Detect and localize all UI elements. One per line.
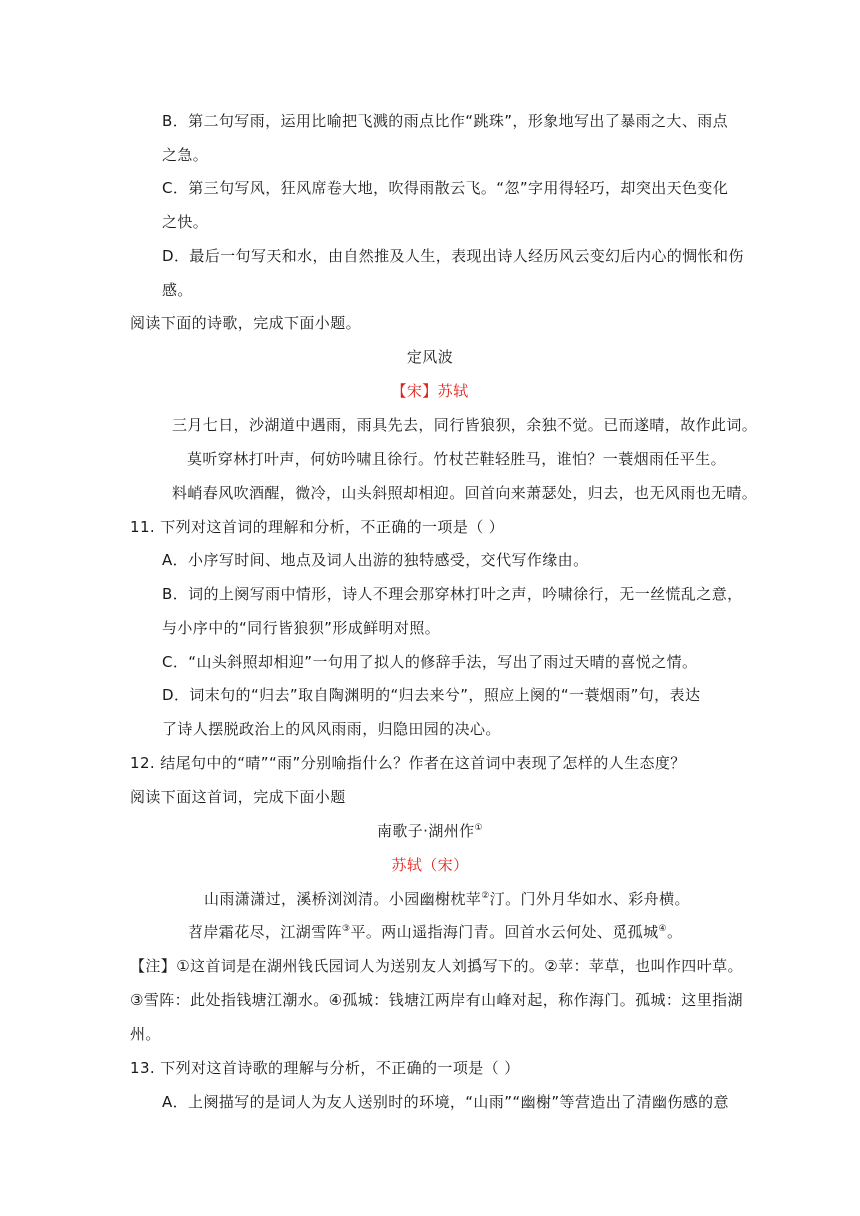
poem2-title-text: 南歌子·湖州作 bbox=[376, 822, 475, 840]
option-b-line-2: 之急。 bbox=[162, 146, 209, 164]
poem2-stanza-2 bbox=[188, 922, 682, 942]
poem2-stanza-1-part-a: 山雨潇潇过，溪桥浏浏清。小园幽榭枕苹 bbox=[204, 890, 482, 908]
poem-preface: 三月七日，沙湖道中遇雨，雨具先去，同行皆狼狈，余独不觉。已而遂晴，故作此词。 bbox=[172, 416, 758, 434]
reading-instruction: 阅读下面的诗歌，完成下面小题。 bbox=[130, 314, 362, 332]
poem2-stanza-1-part-b: 汀。门外月华如水、彩舟横。 bbox=[489, 890, 690, 908]
q11-option-c: C．“山头斜照却相迎”一句用了拟人的修辞手法，写出了雨过天晴的喜悦之情。 bbox=[162, 653, 698, 671]
poem2-author: 苏轼（宋） bbox=[391, 856, 469, 874]
note-mark-4: ④ bbox=[658, 924, 667, 934]
option-d-line-2: 感。 bbox=[162, 281, 193, 299]
question-12: 12. 结尾句中的“晴”“雨”分别喻指什么？作者在这首词中表现了怎样的人生态度？ bbox=[130, 754, 686, 772]
note-mark-3: ③ bbox=[342, 924, 351, 934]
poem-title: 定风波 bbox=[406, 348, 454, 366]
poem2-stanza-1 bbox=[204, 889, 690, 909]
q11-option-d-line-2: 了诗人摆脱政治上的风风雨雨，归隐田园的决心。 bbox=[162, 720, 501, 738]
poem2-title bbox=[0, 821, 860, 841]
q11-option-d-line-1: D．词末句的“归去”取自陶渊明的“归去来兮”，照应上阕的“一蓑烟雨”句，表达 bbox=[162, 686, 701, 704]
annotation-line-2: ③雪阵：此处指钱塘江潮水。④孤城：钱塘江两岸有山峰对起，称作海门。孤城：这里指湖 bbox=[130, 991, 743, 1009]
annotation-line-3: 州。 bbox=[130, 1025, 161, 1043]
poem-stanza-2: 料峭春风吹酒醒，微冷，山头斜照却相迎。回首向来萧瑟处，归去，也无风雨也无晴。 bbox=[172, 484, 758, 502]
poem2-title-note-mark: ① bbox=[474, 823, 484, 833]
question-13: 13. 下列对这首诗歌的理解与分析，不正确的一项是（ ） bbox=[130, 1059, 520, 1077]
poem-author: 【宋】苏轼 bbox=[391, 382, 469, 400]
note-mark-2: ② bbox=[481, 891, 490, 901]
annotation-line-1: 【注】①这首词是在湖州钱氏园词人为送别友人刘撝写下的。②苹：苹草，也叫作四叶草。 bbox=[130, 957, 743, 975]
q11-option-b-line-2: 与小序中的“同行皆狼狈”形成鲜明对照。 bbox=[162, 619, 441, 637]
option-c-line-1: C．第三句写风，狂风席卷大地，吹得雨散云飞。“忽”字用得轻巧，却突出天色变化 bbox=[162, 179, 729, 197]
q11-option-b-line-1: B．词的上阕写雨中情形，诗人不理会那穿林打叶之声，吟啸徐行，无一丝慌乱之意， bbox=[162, 585, 743, 603]
q13-option-a-line-1: A．上阕描写的是词人为友人送别时的环境，“山雨”“幽榭”等营造出了清幽伤感的意 bbox=[162, 1093, 729, 1111]
reading-instruction-2: 阅读下面这首词，完成下面小题 bbox=[130, 788, 346, 806]
option-c-line-2: 之快。 bbox=[162, 213, 209, 231]
poem2-stanza-2-part-a: 苕岸霜花尽，江湖雪阵 bbox=[188, 923, 343, 941]
poem2-stanza-2-part-c: 。 bbox=[666, 923, 683, 941]
question-11: 11. 下列对这首词的理解和分析，不正确的一项是（ ） bbox=[130, 518, 505, 536]
option-d-line-1: D．最后一句写天和水，由自然推及人生，表现出诗人经历风云变幻后内心的惆怅和伤 bbox=[162, 247, 744, 265]
poem-stanza-1: 莫听穿林打叶声，何妨吟啸且徐行。竹杖芒鞋轻胜马，谁怕？一蓑烟雨任平生。 bbox=[187, 450, 727, 468]
q11-option-a: A．小序写时间、地点及词人出游的独特感受，交代写作缘由。 bbox=[162, 551, 589, 569]
option-b-line-1: B．第二句写雨，运用比喻把飞溅的雨点比作“跳珠”，形象地写出了暴雨之大、雨点 bbox=[162, 112, 729, 130]
poem2-stanza-2-part-b: 平。两山遥指海门青。回首水云何处、觅孤城 bbox=[350, 923, 659, 941]
